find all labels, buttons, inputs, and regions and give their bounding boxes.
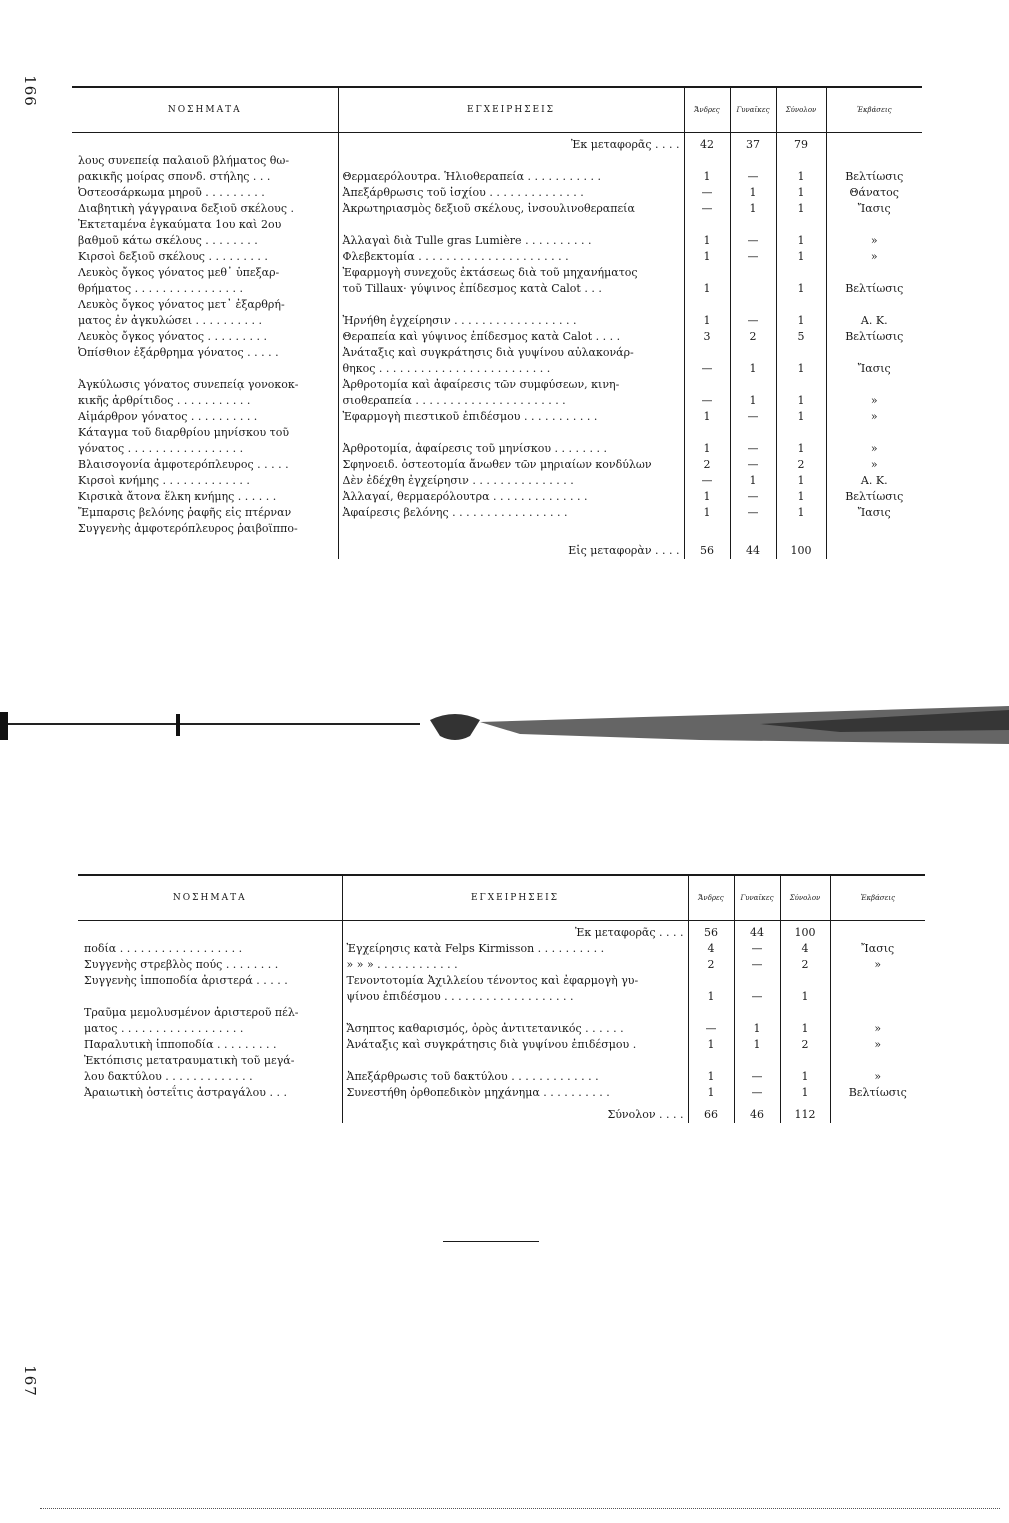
outcome-cell: Βελτίωσις xyxy=(826,489,922,505)
operation-cell: Δὲν ἐδέχθη ἐγχείρησιν . . . . . . . . . . . . . . . xyxy=(338,473,684,489)
total-count-cell: 1 xyxy=(776,185,826,201)
disease-cell: θρήματος . . . . . . . . . . . . . . . . xyxy=(78,282,244,295)
women-count-cell xyxy=(734,1053,780,1069)
header-total: Σύνολον xyxy=(780,875,830,921)
disease-cell: βαθμοῦ κάτω σκέλους . . . . . . . . xyxy=(78,234,258,247)
operation-cell xyxy=(338,217,684,233)
operation-cell: τοῦ Tillaux· γύψινος ἐπίδεσμος κατὰ Calot . . . xyxy=(338,281,684,297)
women-count-cell xyxy=(730,425,776,441)
disease-cell: Ἐκτόπισις μετατραυματικὴ τοῦ μεγά- xyxy=(84,1054,295,1067)
total-count-cell: 1 xyxy=(776,489,826,505)
total-count-cell: 1 xyxy=(776,249,826,265)
operation-cell: Ἀνάταξις καὶ συγκράτησις διὰ γυψίνου ἐπιδέσμου . xyxy=(342,1037,688,1053)
table-header-row xyxy=(72,87,922,133)
outcome-cell xyxy=(826,521,922,537)
disease-cell: γόνατος . . . . . . . . . . . . . . . . . xyxy=(78,442,244,455)
outcome-cell: Ἴασις xyxy=(826,505,922,521)
disease-cell: Συγγενὴς ἀμφοτερόπλευρος ῥαιβοϊππο- xyxy=(78,522,298,535)
operation-cell: Ἀρθροτομία, ἀφαίρεσις τοῦ μηνίσκου . . . . . . . . xyxy=(338,441,684,457)
disease-cell: Συγγενὴς στρεβλὸς πούς . . . . . . . . xyxy=(84,958,279,971)
disease-cell: Λευκὸς ὄγκος γόνατος μετ᾽ ἐξαρθρή- xyxy=(78,298,285,311)
header-women: Γυναῖκες xyxy=(734,875,780,921)
disease-cell: Ὀστεοσάρκωμα μηροῦ . . . . . . . . . xyxy=(78,186,265,199)
grand-total-total: 112 xyxy=(780,1101,830,1123)
grand-total-row xyxy=(78,1101,925,1123)
women-count-cell xyxy=(734,1005,780,1021)
men-count-cell: — xyxy=(688,1021,734,1037)
total-count-cell: 1 xyxy=(776,169,826,185)
outcome-cell: » xyxy=(830,957,925,973)
men-count-cell: 1 xyxy=(684,313,730,329)
table-row xyxy=(72,297,922,313)
table-row xyxy=(72,185,922,201)
table-row xyxy=(78,1021,925,1037)
women-count-cell: — xyxy=(730,457,776,473)
men-count-cell xyxy=(684,345,730,361)
table-row xyxy=(78,957,925,973)
total-count-cell xyxy=(780,973,830,989)
operation-cell: Σφηνοειδ. ὀστεοτομία ἄνωθεν τῶν μηριαίων κονδύλων xyxy=(338,457,684,473)
total-count-cell xyxy=(776,345,826,361)
table-row xyxy=(78,941,925,957)
women-count-cell: 1 xyxy=(730,201,776,217)
carry-in-row xyxy=(72,133,922,154)
scan-fold-artifact xyxy=(0,700,1009,770)
disease-cell: Ἔμπαρσις βελόνης ῥαφῆς εἰς πτέρναν xyxy=(78,506,292,519)
outcome-cell: » xyxy=(830,1069,925,1085)
end-rule xyxy=(443,1241,539,1242)
carry-in-men: 56 xyxy=(688,921,734,942)
total-count-cell xyxy=(776,425,826,441)
disease-cell: ρακικῆς μοίρας σπονδ. στήλης . . . xyxy=(78,170,271,183)
disease-cell: Ἀγκύλωσις γόνατος συνεπείᾳ γονοκοκ- xyxy=(78,378,299,391)
outcome-cell xyxy=(830,1005,925,1021)
table-row xyxy=(72,521,922,537)
carry-in-total: 100 xyxy=(780,921,830,942)
men-count-cell: 1 xyxy=(688,1037,734,1053)
men-count-cell: 1 xyxy=(684,281,730,297)
header-total: Σύνολον xyxy=(776,87,826,133)
total-count-cell: 1 xyxy=(776,473,826,489)
grand-total-men: 66 xyxy=(688,1101,734,1123)
outcome-cell: Βελτίωσις xyxy=(826,281,922,297)
disease-cell: Βλαισογονία ἀμφοτερόπλευρος . . . . . xyxy=(78,458,289,471)
table-row xyxy=(72,409,922,425)
disease-cell: Λευκὸς ὄγκος γόνατος μεθ᾽ ὑπεξαρ- xyxy=(78,266,280,279)
outcome-cell: » xyxy=(826,441,922,457)
carry-in-women: 37 xyxy=(730,133,776,154)
disease-cell: ματος ἐν ἀγκυλώσει . . . . . . . . . . xyxy=(78,314,262,327)
outcome-cell xyxy=(830,973,925,989)
table-row xyxy=(78,973,925,989)
total-count-cell: 5 xyxy=(776,329,826,345)
table-row xyxy=(72,425,922,441)
header-outcome: Ἐκβάσεις xyxy=(830,875,925,921)
table-row xyxy=(72,345,922,361)
scan-bottom-edge xyxy=(40,1508,1000,1509)
operation-cell: Φλεβεκτομία . . . . . . . . . . . . . . . . . . . . . . xyxy=(338,249,684,265)
carry-out-label: Εἰς μεταφορὰν . . . . xyxy=(568,544,680,557)
total-count-cell: 1 xyxy=(776,313,826,329)
men-count-cell xyxy=(684,217,730,233)
outcome-cell: Α. Κ. xyxy=(826,473,922,489)
disease-cell: Τραῦμα μεμολυσμένον ἀριστεροῦ πέλ- xyxy=(84,1006,299,1019)
operation-cell xyxy=(342,1053,688,1069)
total-count-cell: 1 xyxy=(776,441,826,457)
operation-cell: Συνεστήθη ὀρθοπεδικὸν μηχάνημα . . . . . . . . . . xyxy=(342,1085,688,1101)
header-men: Ἄνδρες xyxy=(688,875,734,921)
header-diseases: ΝΟΣΗΜΑΤΑ xyxy=(72,87,338,133)
operation-cell: Ἀλλαγαί, θερμαερόλουτρα . . . . . . . . . . . . . . xyxy=(338,489,684,505)
women-count-cell: — xyxy=(734,941,780,957)
table-row xyxy=(72,361,922,377)
women-count-cell: — xyxy=(734,1069,780,1085)
grand-total-women: 46 xyxy=(734,1101,780,1123)
outcome-cell: Ἴασις xyxy=(826,361,922,377)
outcome-cell: » xyxy=(826,393,922,409)
disease-cell: Λευκὸς ὄγκος γόνατος . . . . . . . . . xyxy=(78,330,267,343)
men-count-cell xyxy=(684,377,730,393)
outcome-cell: » xyxy=(830,1021,925,1037)
women-count-cell xyxy=(730,297,776,313)
carry-out-row xyxy=(72,537,922,559)
women-count-cell xyxy=(734,973,780,989)
total-count-cell xyxy=(776,297,826,313)
women-count-cell xyxy=(730,521,776,537)
operation-cell: σιοθεραπεία . . . . . . . . . . . . . . . . . . . . . . xyxy=(338,393,684,409)
disease-cell: Κιρσοὶ δεξιοῦ σκέλους . . . . . . . . . xyxy=(78,250,268,263)
men-count-cell: 1 xyxy=(684,249,730,265)
table-row xyxy=(72,377,922,393)
total-count-cell: 1 xyxy=(776,233,826,249)
table-row xyxy=(78,1053,925,1069)
women-count-cell: 1 xyxy=(730,361,776,377)
operation-cell: Ἠρνήθη ἐγχείρησιν . . . . . . . . . . . . . . . . . . xyxy=(338,313,684,329)
women-count-cell xyxy=(730,217,776,233)
operation-cell xyxy=(338,521,684,537)
women-count-cell: — xyxy=(730,249,776,265)
women-count-cell: 1 xyxy=(730,185,776,201)
carry-in-women: 44 xyxy=(734,921,780,942)
total-count-cell xyxy=(776,153,826,169)
outcome-cell xyxy=(826,217,922,233)
table-row xyxy=(72,489,922,505)
table-row xyxy=(72,249,922,265)
disease-cell: Ἀραιωτικὴ ὀστεΐτις ἀστραγάλου . . . xyxy=(84,1086,287,1099)
total-count-cell: 1 xyxy=(776,281,826,297)
header-women: Γυναῖκες xyxy=(730,87,776,133)
total-count-cell xyxy=(776,521,826,537)
men-count-cell: 1 xyxy=(684,489,730,505)
men-count-cell xyxy=(684,521,730,537)
table-row xyxy=(78,989,925,1005)
table-row xyxy=(78,1037,925,1053)
operation-cell: Ἀνάταξις καὶ συγκράτησις διὰ γυψίνου αὐλακονάρ- xyxy=(338,345,684,361)
table-row xyxy=(72,441,922,457)
operation-cell: Ἀκρωτηριασμὸς δεξιοῦ σκέλους, ἰνσουλινοθεραπεία xyxy=(338,201,684,217)
table-row xyxy=(72,265,922,281)
men-count-cell: 1 xyxy=(684,505,730,521)
men-count-cell: 2 xyxy=(684,457,730,473)
women-count-cell: — xyxy=(734,1085,780,1101)
operation-cell: » » » . . . . . . . . . . . . xyxy=(342,957,688,973)
total-count-cell: 4 xyxy=(780,941,830,957)
men-count-cell: 1 xyxy=(684,441,730,457)
men-count-cell: 1 xyxy=(688,989,734,1005)
outcome-cell xyxy=(830,1053,925,1069)
operation-cell: Ἀλλαγαὶ διὰ Tulle gras Lumière . . . . . . . . . . xyxy=(338,233,684,249)
carry-out-men: 56 xyxy=(684,537,730,559)
disease-cell xyxy=(72,361,338,377)
disease-cell: Αἱμάρθρον γόνατος . . . . . . . . . . xyxy=(78,410,258,423)
operation-cell xyxy=(338,425,684,441)
outcome-cell xyxy=(826,377,922,393)
operation-cell: Τενοντοτομία Ἀχιλλείου τένοντος καὶ ἐφαρμογὴ γυ- xyxy=(342,973,688,989)
outcome-cell: Βελτίωσις xyxy=(830,1085,925,1101)
total-count-cell xyxy=(780,1053,830,1069)
women-count-cell: 1 xyxy=(730,473,776,489)
women-count-cell: — xyxy=(730,489,776,505)
total-count-cell xyxy=(776,265,826,281)
men-count-cell: — xyxy=(684,361,730,377)
men-count-cell: 1 xyxy=(684,169,730,185)
women-count-cell: — xyxy=(730,233,776,249)
women-count-cell: — xyxy=(730,169,776,185)
outcome-cell: » xyxy=(826,457,922,473)
women-count-cell: — xyxy=(730,441,776,457)
disease-cell: Ὀπίσθιον ἐξάρθρημα γόνατος . . . . . xyxy=(78,346,279,359)
operation-cell: Ἀπεξάρθρωσις τοῦ δακτύλου . . . . . . . . . . . . . xyxy=(342,1069,688,1085)
women-count-cell: — xyxy=(734,957,780,973)
outcome-cell xyxy=(826,153,922,169)
total-count-cell: 2 xyxy=(780,1037,830,1053)
total-count-cell: 1 xyxy=(776,361,826,377)
men-count-cell: — xyxy=(684,393,730,409)
table-row xyxy=(72,153,922,169)
carry-in-row xyxy=(78,921,925,942)
header-operations: ΕΓΧΕΙΡΗΣΕΙΣ xyxy=(338,87,684,133)
total-count-cell: 1 xyxy=(780,989,830,1005)
operations-table-page-167 xyxy=(78,874,925,1123)
women-count-cell: 1 xyxy=(734,1037,780,1053)
outcome-cell xyxy=(826,265,922,281)
table-row xyxy=(72,201,922,217)
women-count-cell: — xyxy=(730,313,776,329)
operation-cell: Θεραπεία καὶ γύψινος ἐπίδεσμος κατὰ Calot . . . . xyxy=(338,329,684,345)
total-count-cell: 2 xyxy=(776,457,826,473)
outcome-cell: » xyxy=(830,1037,925,1053)
outcome-cell: Ἴασις xyxy=(826,201,922,217)
table-row xyxy=(72,313,922,329)
total-count-cell: 1 xyxy=(780,1085,830,1101)
carry-out-women: 44 xyxy=(730,537,776,559)
carry-in-total: 79 xyxy=(776,133,826,154)
total-count-cell: 1 xyxy=(780,1021,830,1037)
women-count-cell: — xyxy=(734,989,780,1005)
disease-cell: Διαβητικὴ γάγγραινα δεξιοῦ σκέλους . xyxy=(78,202,294,215)
table-row xyxy=(72,473,922,489)
men-count-cell xyxy=(684,425,730,441)
men-count-cell: — xyxy=(684,473,730,489)
grand-total-label: Σύνολον . . . . xyxy=(607,1108,684,1121)
table-row xyxy=(72,393,922,409)
total-count-cell: 1 xyxy=(776,409,826,425)
women-count-cell: 1 xyxy=(730,393,776,409)
total-count-cell: 2 xyxy=(780,957,830,973)
disease-cell: κικῆς ἀρθρίτιδος . . . . . . . . . . . xyxy=(78,394,251,407)
outcome-cell: Βελτίωσις xyxy=(826,329,922,345)
operation-cell: Ἀπεξάρθρωσις τοῦ ἰσχίου . . . . . . . . . . . . . . xyxy=(338,185,684,201)
outcome-cell xyxy=(826,297,922,313)
women-count-cell: — xyxy=(730,409,776,425)
men-count-cell: 1 xyxy=(688,1069,734,1085)
operation-cell: Ἐγχείρησις κατὰ Felps Kirmisson . . . . . . . . . . xyxy=(342,941,688,957)
operation-cell: Θερμαερόλουτρα. Ἡλιοθεραπεία . . . . . . . . . . . xyxy=(338,169,684,185)
total-count-cell: 1 xyxy=(776,393,826,409)
women-count-cell xyxy=(730,281,776,297)
outcome-cell: » xyxy=(826,409,922,425)
men-count-cell: 2 xyxy=(688,957,734,973)
men-count-cell xyxy=(688,1005,734,1021)
women-count-cell xyxy=(730,345,776,361)
operation-cell xyxy=(338,153,684,169)
men-count-cell xyxy=(684,153,730,169)
operation-cell: Ἐφαρμογὴ πιεστικοῦ ἐπιδέσμου . . . . . . . . . . . xyxy=(338,409,684,425)
total-count-cell: 1 xyxy=(780,1069,830,1085)
operation-cell: Ἄσηπτος καθαρισμός, ὀρὸς ἀντιτετανικός . . . . . . xyxy=(342,1021,688,1037)
header-men: Ἄνδρες xyxy=(684,87,730,133)
disease-cell: ματος . . . . . . . . . . . . . . . . . . xyxy=(84,1022,244,1035)
outcome-cell: Βελτίωσις xyxy=(826,169,922,185)
disease-cell: Κιρσικὰ ἄτονα ἕλκη κνήμης . . . . . . xyxy=(78,490,277,503)
operations-table-page-166 xyxy=(72,86,922,559)
men-count-cell xyxy=(688,973,734,989)
women-count-cell: 2 xyxy=(730,329,776,345)
disease-cell xyxy=(78,989,342,1005)
total-count-cell xyxy=(776,217,826,233)
header-operations: ΕΓΧΕΙΡΗΣΕΙΣ xyxy=(342,875,688,921)
women-count-cell xyxy=(730,153,776,169)
operation-cell: Ἀρθροτομία καὶ ἀφαίρεσις τῶν συμφύσεων, κινη- xyxy=(338,377,684,393)
disease-cell: Κάταγμα τοῦ διαρθρίου μηνίσκου τοῦ xyxy=(78,426,290,439)
outcome-cell: Θάνατος xyxy=(826,185,922,201)
operation-cell xyxy=(342,1005,688,1021)
disease-cell: Συγγενὴς ἱπποποδία ἀριστερά . . . . . xyxy=(84,974,288,987)
disease-cell: Κιρσοὶ κνήμης . . . . . . . . . . . . . xyxy=(78,474,250,487)
page-number-bottom: 167 xyxy=(20,1365,39,1397)
women-count-cell: 1 xyxy=(734,1021,780,1037)
table-row xyxy=(72,457,922,473)
operation-cell: Ἐφαρμογὴ συνεχοῦς ἐκτάσεως διὰ τοῦ μηχανήματος xyxy=(338,265,684,281)
men-count-cell: 3 xyxy=(684,329,730,345)
page-number-top: 166 xyxy=(20,75,39,107)
table-row xyxy=(72,505,922,521)
women-count-cell: — xyxy=(730,505,776,521)
table-row xyxy=(72,233,922,249)
operation-cell xyxy=(338,297,684,313)
table-header-row xyxy=(78,875,925,921)
men-count-cell: 1 xyxy=(684,409,730,425)
disease-cell: Παραλυτικὴ ἱπποποδία . . . . . . . . . xyxy=(84,1038,277,1051)
men-count-cell xyxy=(688,1053,734,1069)
table-row xyxy=(72,217,922,233)
men-count-cell xyxy=(684,265,730,281)
carry-in-label: Ἐκ μεταφορᾶς . . . . xyxy=(575,926,684,939)
total-count-cell xyxy=(780,1005,830,1021)
carry-in-label: Ἐκ μεταφορᾶς . . . . xyxy=(571,138,680,151)
operation-cell: θηκος . . . . . . . . . . . . . . . . . . . . . . . . . xyxy=(338,361,684,377)
outcome-cell: » xyxy=(826,249,922,265)
operation-cell: ψίνου ἐπιδέσμου . . . . . . . . . . . . . . . . . . . xyxy=(342,989,688,1005)
table-row xyxy=(72,329,922,345)
operation-cell: Ἀφαίρεσις βελόνης . . . . . . . . . . . . . . . . . xyxy=(338,505,684,521)
table-row xyxy=(72,169,922,185)
outcome-cell: » xyxy=(826,233,922,249)
header-diseases: ΝΟΣΗΜΑΤΑ xyxy=(78,875,342,921)
carry-in-men: 42 xyxy=(684,133,730,154)
outcome-cell xyxy=(826,345,922,361)
men-count-cell: — xyxy=(684,185,730,201)
table-row xyxy=(78,1005,925,1021)
outcome-cell: Ἴασις xyxy=(830,941,925,957)
men-count-cell: — xyxy=(684,201,730,217)
men-count-cell: 4 xyxy=(688,941,734,957)
table-row xyxy=(72,281,922,297)
carry-out-total: 100 xyxy=(776,537,826,559)
total-count-cell: 1 xyxy=(776,505,826,521)
disease-cell: Ἐκτεταμένα ἐγκαύματα 1ου καὶ 2ου xyxy=(78,218,282,231)
women-count-cell xyxy=(730,265,776,281)
men-count-cell xyxy=(684,297,730,313)
outcome-cell: Α. Κ. xyxy=(826,313,922,329)
total-count-cell xyxy=(776,377,826,393)
table-row xyxy=(78,1069,925,1085)
disease-cell: λους συνεπείᾳ παλαιοῦ βλήματος θω- xyxy=(78,154,290,167)
outcome-cell xyxy=(830,989,925,1005)
disease-cell: ποδία . . . . . . . . . . . . . . . . . . xyxy=(84,942,243,955)
women-count-cell xyxy=(730,377,776,393)
men-count-cell: 1 xyxy=(688,1085,734,1101)
men-count-cell: 1 xyxy=(684,233,730,249)
header-outcome: Ἐκβάσεις xyxy=(826,87,922,133)
outcome-cell xyxy=(826,425,922,441)
total-count-cell: 1 xyxy=(776,201,826,217)
disease-cell: λου δακτύλου . . . . . . . . . . . . . xyxy=(84,1070,253,1083)
table-row xyxy=(78,1085,925,1101)
